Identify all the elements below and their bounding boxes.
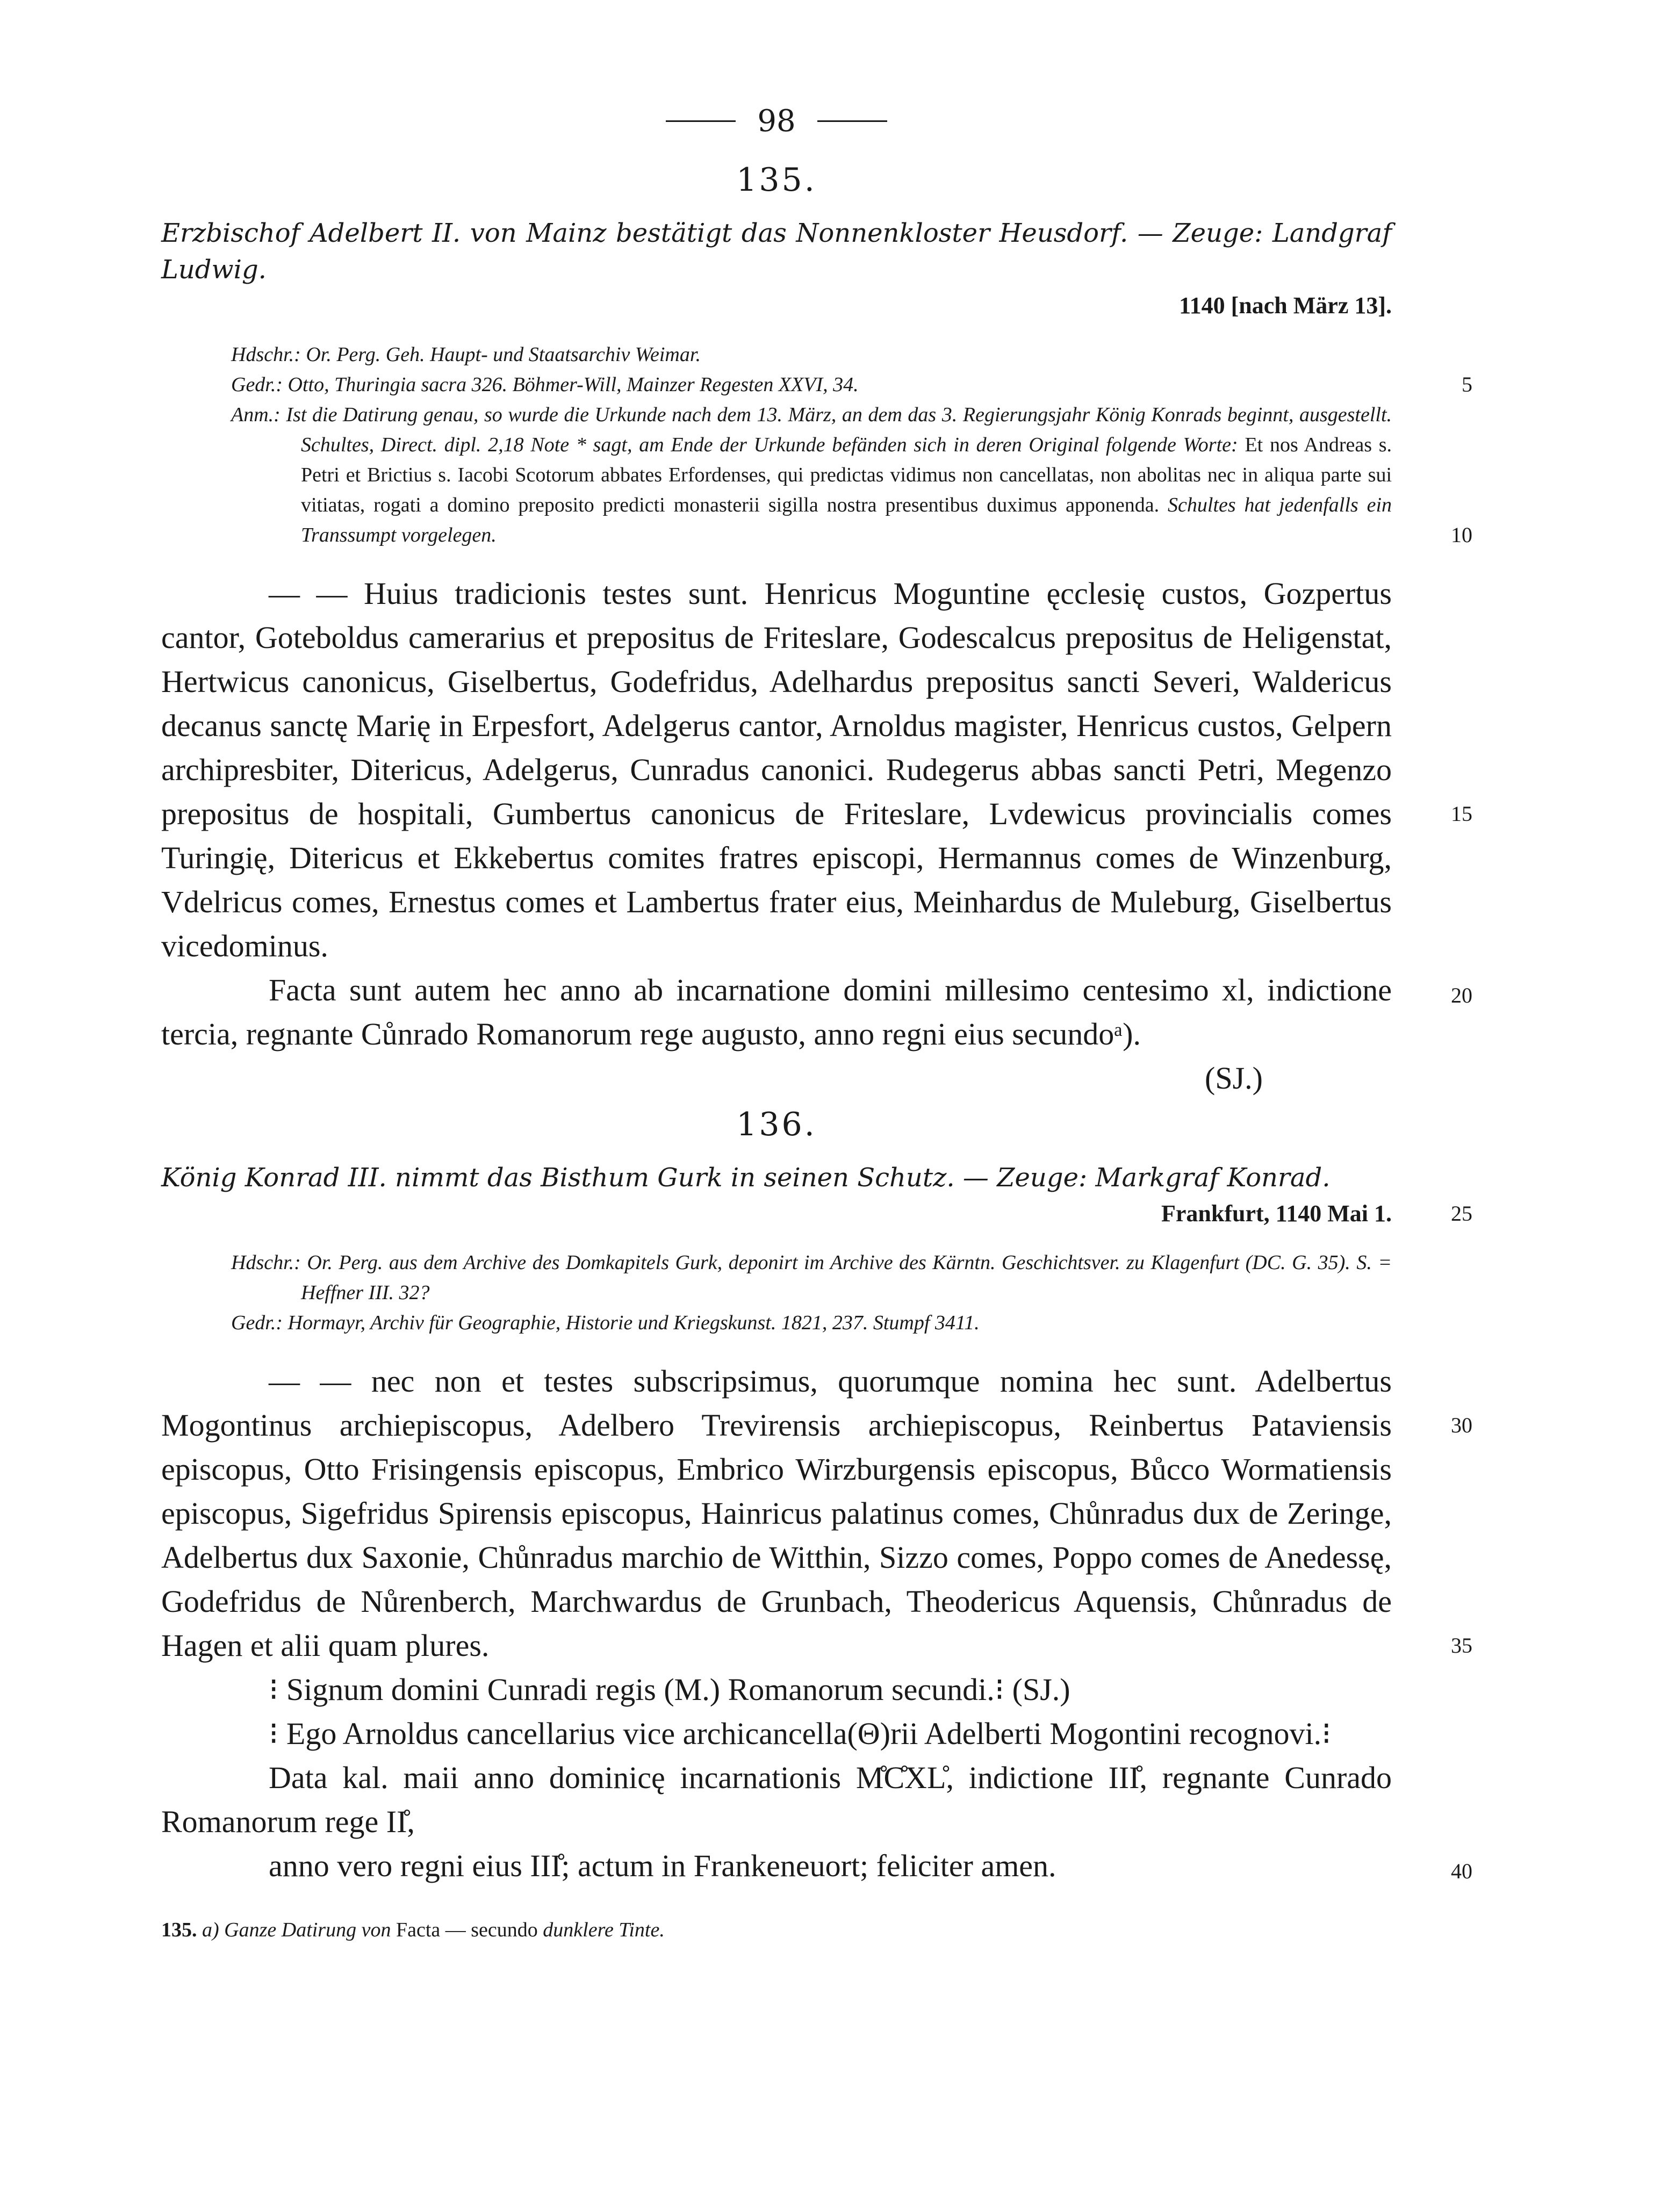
apparatus-label: Gedr.: <box>231 373 283 396</box>
page-header <box>161 97 1392 145</box>
header-rule-left <box>666 120 736 122</box>
document-number: 136. <box>736 1106 817 1143</box>
line-number: 10 <box>1451 523 1472 547</box>
line-number: 40 <box>1451 1859 1472 1883</box>
actum-text: anno vero regni eius III̊; actum in Frankeneuort; feliciter amen. <box>269 1848 1056 1883</box>
charter-paragraph <box>161 968 1472 1056</box>
apparatus-quote: Et nos Andreas s. Petri et Brictius s. Iacobi Scotorum abbates Erfordenses, qui predictas vidimus non cancellatas, non abolitas nec in aliqua parte sui vitiatas, rogati a domino preposito predicti monasterii sigilla nostra presentibus duximus apponenda. <box>301 434 1392 516</box>
apparatus-label: Hdschr.: <box>231 343 301 366</box>
paragraph-text: — — Huius tradicionis testes sunt. Henricus Moguntine ęcclesię custos, Gozpertus cantor, Goteboldus camerarius et prepositus de Friteslare, Godescalcus prepositus de Heligenstat, Hertwicus canonicus, Giselbertus, Godefridus, Adelhardus prepositus sancti Severi, Waldericus decanus sanctę Marię in Erpesfort, Adelgerus cantor, Arnoldus magister, Henricus custos, Gelpern archipresbiter, Ditericus, Adelgerus, Cunradus canonici. Rudegerus abbas sancti Petri, Megenzo prepositus de hospitali, Gumbertus canonicus de Friteslare, Lvdewicus provincialis comes Turingię, Ditericus et Ekkebertus comites fratres episcopi, Hermannus comes de Winzenburg, Vdelricus comes, Ernestus comes et Lambertus frater eius, Meinhardus de Muleburg, Giselbertus vicedominus. <box>161 576 1392 963</box>
apparatus-manuscript <box>231 1248 1392 1308</box>
charter-paragraph <box>161 572 1472 968</box>
footnote-text: a) Ganze Datirung von <box>202 1919 391 1941</box>
footnote-word: secundo <box>471 1919 538 1941</box>
line-number: 30 <box>1451 1413 1472 1437</box>
apparatus-text: Hormayr, Archiv für Geographie, Historie und Kriegskunst. 1821, 237. Stumpf 3411. <box>287 1312 980 1334</box>
actum-line <box>161 1844 1472 1888</box>
apparatus-text: Ist die Datirung genau, so wurde die Urkunde nach dem 13. März, an dem das 3. Regierungsjahr König Konrads beginnt, ausgestellt. Schultes, Direct. dipl. 2,18 Note * sagt, am Ende der Urkunde befänden sich in deren Original folgende Worte: <box>286 404 1392 456</box>
apparatus-text: Schultes hat jedenfalls ein Transsumpt vorgelegen. <box>301 494 1392 546</box>
document-date: 1140 [nach März 13]. <box>1179 292 1392 319</box>
apparatus-label: Gedr.: <box>231 1312 283 1334</box>
paragraph-text: — — nec non et testes subscripsimus, quorumque nomina hec sunt. Adelbertus Mogontinus archiepiscopus, Adelbero Trevirensis archiepiscopus, Reinbertus Pataviensis episcopus, Otto Frisingensis episcopus, Embrico Wirzburgensis episcopus, Bůcco Wormatiensis episcopus, Sigefridus Spirensis episcopus, Hainricus palatinus comes, Chůnradus dux de Zeringe, Adelbertus dux Saxonie, Chůnradus marchio de Witthin, Sizzo comes, Poppo comes de Anedessę, Godefridus de Nůrenberch, Marchwardus de Grunbach, Theodericus Aquensis, Chůnradus de Hagen et alii quam plures. <box>161 1364 1392 1663</box>
apparatus <box>231 340 1472 550</box>
apparatus-printed <box>231 370 1472 400</box>
datum-line: Data kal. maii anno dominicę incarnationis M̊C̊XL̊, indictione III̊, regnante Cunrado Romanorum rege II̊, <box>161 1760 1392 1839</box>
document-page <box>161 97 1472 1945</box>
apparatus <box>231 1248 1392 1338</box>
document-135 <box>161 161 1472 1100</box>
apparatus-text: Or. Perg. Geh. Haupt- und Staatsarchiv Weimar. <box>306 343 701 366</box>
paragraph-text: Facta sunt autem hec anno ab incarnatione domini millesimo centesimo xl, indictione tercia, regnante Cůnrado Romanorum rege augusto, anno regni eius secundoᵃ). <box>161 972 1392 1051</box>
footnote-dash: — <box>445 1919 466 1941</box>
apparatus-text: Or. Perg. aus dem Archive des Domkapitels Gurk, deponirt im Archive des Kärntn. Geschichtsver. zu Klagenfurt (DC. G. 35). S. = Heffner III. 32? <box>301 1251 1392 1304</box>
footnote-text: dunklere Tinte. <box>543 1919 665 1941</box>
regest: Erzbischof Adelbert II. von Mainz bestätigt das Nonnenkloster Heusdorf. — Zeuge: Landgraf Ludwig. <box>161 218 1392 285</box>
line-number: 5 <box>1462 372 1472 397</box>
footnote <box>161 1915 1392 1945</box>
siglum: (SJ.) <box>1205 1061 1263 1096</box>
apparatus-manuscript <box>231 340 1392 370</box>
page-number: 98 <box>757 103 796 139</box>
document-date-text: Frankfurt, 1140 Mai 1. <box>1161 1200 1392 1227</box>
recognition-line: ⁝ Ego Arnoldus cancellarius vice archicancella(Θ)rii Adelberti Mogontini recognovi.⁝ <box>269 1716 1332 1751</box>
apparatus-note <box>231 400 1472 550</box>
charter-text <box>161 572 1472 1100</box>
line-number: 25 <box>1451 1201 1472 1226</box>
apparatus-text: Otto, Thuringia sacra 326. Böhmer-Will, Mainzer Regesten XXVI, 34. <box>287 373 859 396</box>
apparatus-label: Anm.: <box>231 404 281 426</box>
signum-line: ⁝ Signum domini Cunradi regis (M.) Romanorum secundi.⁝ (SJ.) <box>269 1672 1070 1707</box>
line-number: 15 <box>1451 802 1472 826</box>
charter-paragraph <box>161 1359 1472 1668</box>
apparatus-label: Hdschr.: <box>231 1251 301 1274</box>
header-rule-right <box>817 120 887 122</box>
document-number: 135. <box>736 161 817 199</box>
document-136 <box>161 1106 1472 1888</box>
line-number: 20 <box>1451 983 1472 1007</box>
line-number: 35 <box>1451 1633 1472 1658</box>
charter-text <box>161 1359 1472 1668</box>
footnote-number: 135. <box>161 1919 197 1941</box>
regest: König Konrad III. nimmt das Bisthum Gurk in seinen Schutz. — Zeuge: Markgraf Konrad. <box>161 1163 1331 1193</box>
document-date <box>161 1196 1472 1231</box>
footnote-word: Facta <box>396 1919 441 1941</box>
apparatus-printed <box>231 1308 1392 1338</box>
